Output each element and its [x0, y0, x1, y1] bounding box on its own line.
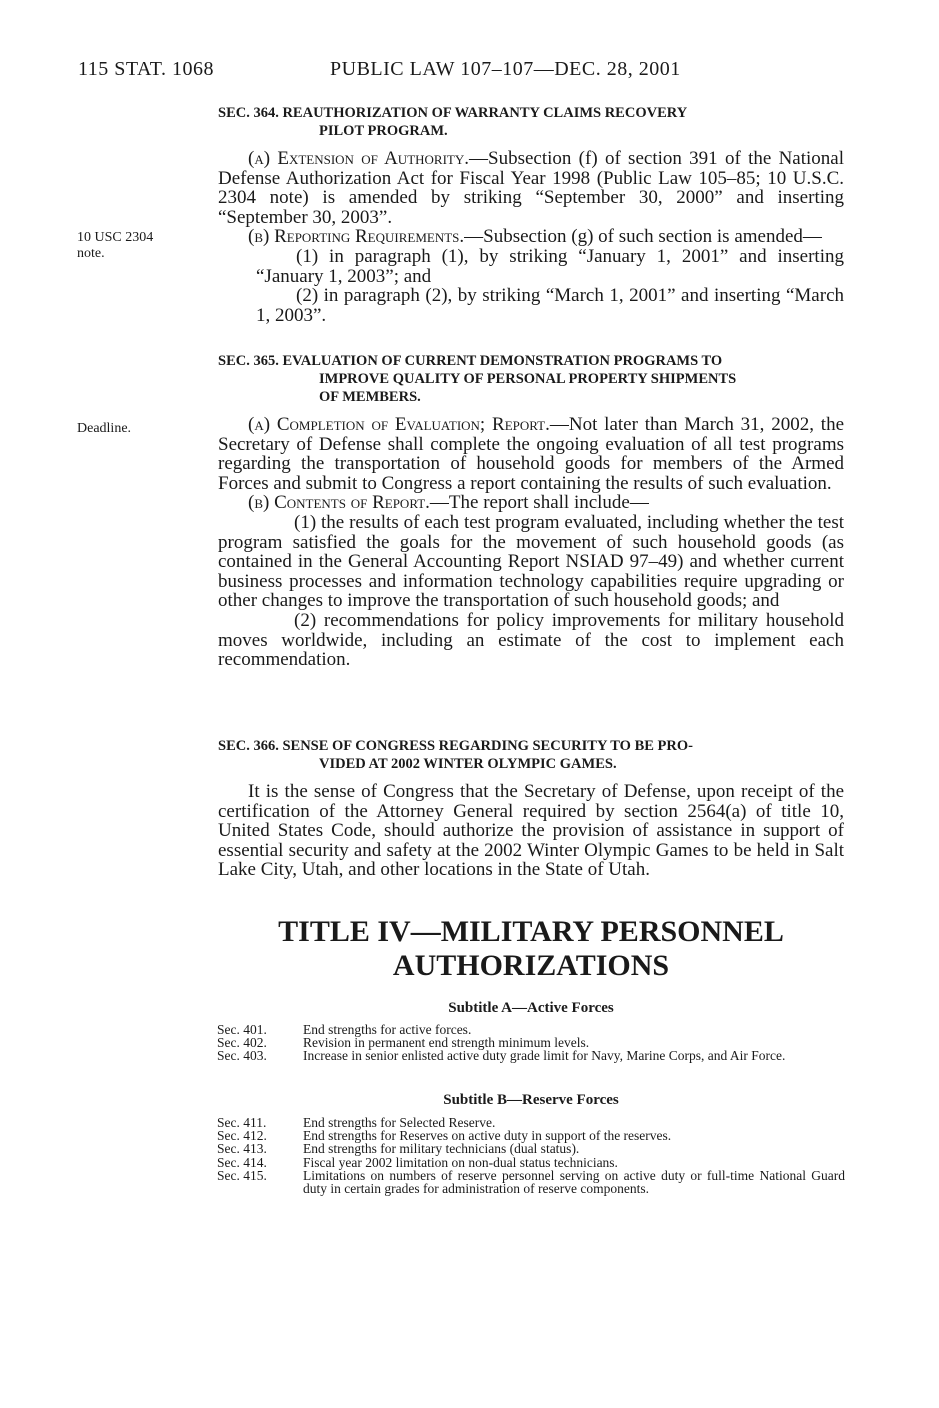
- section-364-heading: [218, 104, 844, 140]
- toc-section-title: End strengths for active forces.: [303, 1022, 472, 1037]
- toc-section-title: Revision in permanent end strength minimum levels.: [303, 1035, 590, 1051]
- toc-section-number: Sec. 401.: [217, 1022, 267, 1037]
- public-law-citation: PUBLIC LAW 107–107—DEC. 28, 2001: [330, 58, 681, 80]
- margin-note-usc: [77, 230, 153, 262]
- section-364-heading-line2: PILOT PROGRAM.: [319, 123, 448, 139]
- section-365-heading: [218, 352, 844, 406]
- title-iv-heading: [218, 915, 844, 983]
- toc-entry: [217, 1142, 845, 1155]
- toc-entry: [217, 1169, 845, 1195]
- section-365-heading-line2: IMPROVE QUALITY OF PERSONAL PROPERTY SHIPMENTS: [319, 371, 737, 387]
- toc-section-title: Fiscal year 2002 limitation on non-dual status technicians.: [303, 1154, 618, 1170]
- section-364: [218, 104, 844, 325]
- subsection-b-text: —The report shall include—: [429, 492, 649, 514]
- section-364-paragraph-1: (1) in paragraph (1), by striking “January 1, 2001” and inserting “January 1, 2003”; and: [256, 245, 844, 287]
- toc-section-number: Sec. 402.: [217, 1035, 267, 1051]
- margin-note-usc-line1: 10 USC 2304: [77, 230, 154, 245]
- toc-section-title: Limitations on numbers of reserve personnel serving on active duty or full-time National Guard duty in certain grades for administration of reserve components.: [303, 1167, 845, 1197]
- margin-note-usc-line2: note.: [77, 246, 105, 261]
- title-line1: TITLE IV—MILITARY PERSONNEL: [278, 915, 784, 948]
- subsection-b-label: (b) Reporting Requirements.: [248, 226, 465, 248]
- section-366-heading-line1: SEC. 366. SENSE OF CONGRESS REGARDING SECURITY TO BE PRO-: [218, 738, 693, 754]
- toc-section-number: Sec. 413.: [217, 1141, 267, 1157]
- section-364-subsection-a: [218, 149, 844, 227]
- section-366: [218, 737, 844, 880]
- toc-section-number: Sec. 412.: [217, 1128, 267, 1144]
- toc-section-title: End strengths for Reserves on active duty in support of the reserves.: [303, 1128, 672, 1144]
- toc-section-number: Sec. 411.: [217, 1115, 267, 1130]
- section-365-heading-line1: SEC. 365. EVALUATION OF CURRENT DEMONSTRATION PROGRAMS TO: [218, 353, 723, 369]
- section-366-text: It is the sense of Congress that the Secretary of Defense, upon receipt of the certification of the Attorney General required by section 2564(a) of title 10, United States Code, should authorize the provision of assistance in support of essential security and safety at the 2002 Winter Olympic Games to be held in Salt Lake City, Utah, and other locations in the State of Utah.: [218, 781, 844, 881]
- margin-note-deadline: Deadline.: [77, 421, 132, 436]
- toc-section-title: Increase in senior enlisted active duty grade limit for Navy, Marine Corps, and Air Force.: [303, 1048, 786, 1064]
- section-365: [218, 352, 844, 670]
- subsection-b-label: (b) Contents of Report.: [248, 492, 430, 514]
- subtitle-a-heading: Subtitle A—Active Forces: [448, 1000, 614, 1016]
- subsection-a-text: —Subsection (f) of section 391 of the National Defense Authorization Act for Fiscal Year 1998 (Public Law 105–85; 10 U.S.C. 2304 note) is amended by striking “September 30, 2000” and inserting “September 30, 2003”.: [218, 148, 844, 228]
- subsection-a-label: (a) Extension of Authority.: [248, 148, 469, 169]
- stat-page-number: 115 STAT. 1068: [78, 58, 214, 80]
- toc-entry: [217, 1156, 845, 1169]
- section-364-heading-line1: SEC. 364. REAUTHORIZATION OF WARRANTY CLAIMS RECOVERY: [218, 105, 688, 121]
- subsection-b-text: —Subsection (g) of such section is amended—: [464, 226, 822, 248]
- toc-section-title: End strengths for Selected Reserve.: [303, 1115, 496, 1130]
- subtitle-b-toc: [217, 1116, 845, 1195]
- page-header: [78, 58, 859, 86]
- subtitle-a-toc: [217, 1023, 845, 1063]
- section-365-subsection-b: [218, 493, 844, 513]
- section-364-paragraph-2: (2) in paragraph (2), by striking “March 1, 2001” and inserting “March 1, 2003”.: [256, 285, 844, 326]
- subsection-a-text: —Not later than March 31, 2002, the Secretary of Defense shall complete the ongoing evaluation of all test programs regarding the transportation of household goods for members of the Armed Forces and submit to Congress a report containing the results of such evaluation.: [218, 414, 845, 494]
- title-line2: AUTHORIZATIONS: [392, 949, 670, 982]
- section-365-paragraph-2: (2) recommendations for policy improvements for military household moves worldwide, including an estimate of the cost to implement each recommendation.: [218, 609, 844, 671]
- section-365-heading-line3: OF MEMBERS.: [319, 389, 421, 405]
- subsection-a-label: (a) Completion of Evaluation; Report.: [248, 414, 550, 435]
- toc-section-number: Sec. 403.: [217, 1048, 267, 1064]
- section-365-subsection-a: [218, 415, 844, 493]
- subtitle-b-heading: Subtitle B—Reserve Forces: [443, 1092, 619, 1108]
- section-365-paragraph-1: (1) the results of each test program evaluated, including whether the test program satisfied the goals for the movement of such household goods (as contained in the General Accounting Report NSIAD 97–49) and whether current business processes and information technology capabilities require upgrading or other changes to improve the transportation of such household goods; and: [218, 511, 844, 612]
- toc-section-number: Sec. 415.: [217, 1167, 267, 1183]
- toc-entry: [217, 1049, 845, 1062]
- section-364-subsection-b: [218, 227, 844, 247]
- toc-section-title: End strengths for military technicians (dual status).: [303, 1141, 580, 1157]
- section-366-heading: [218, 737, 844, 773]
- toc-section-number: Sec. 414.: [217, 1154, 267, 1170]
- section-366-heading-line2: VIDED AT 2002 WINTER OLYMPIC GAMES.: [319, 756, 617, 772]
